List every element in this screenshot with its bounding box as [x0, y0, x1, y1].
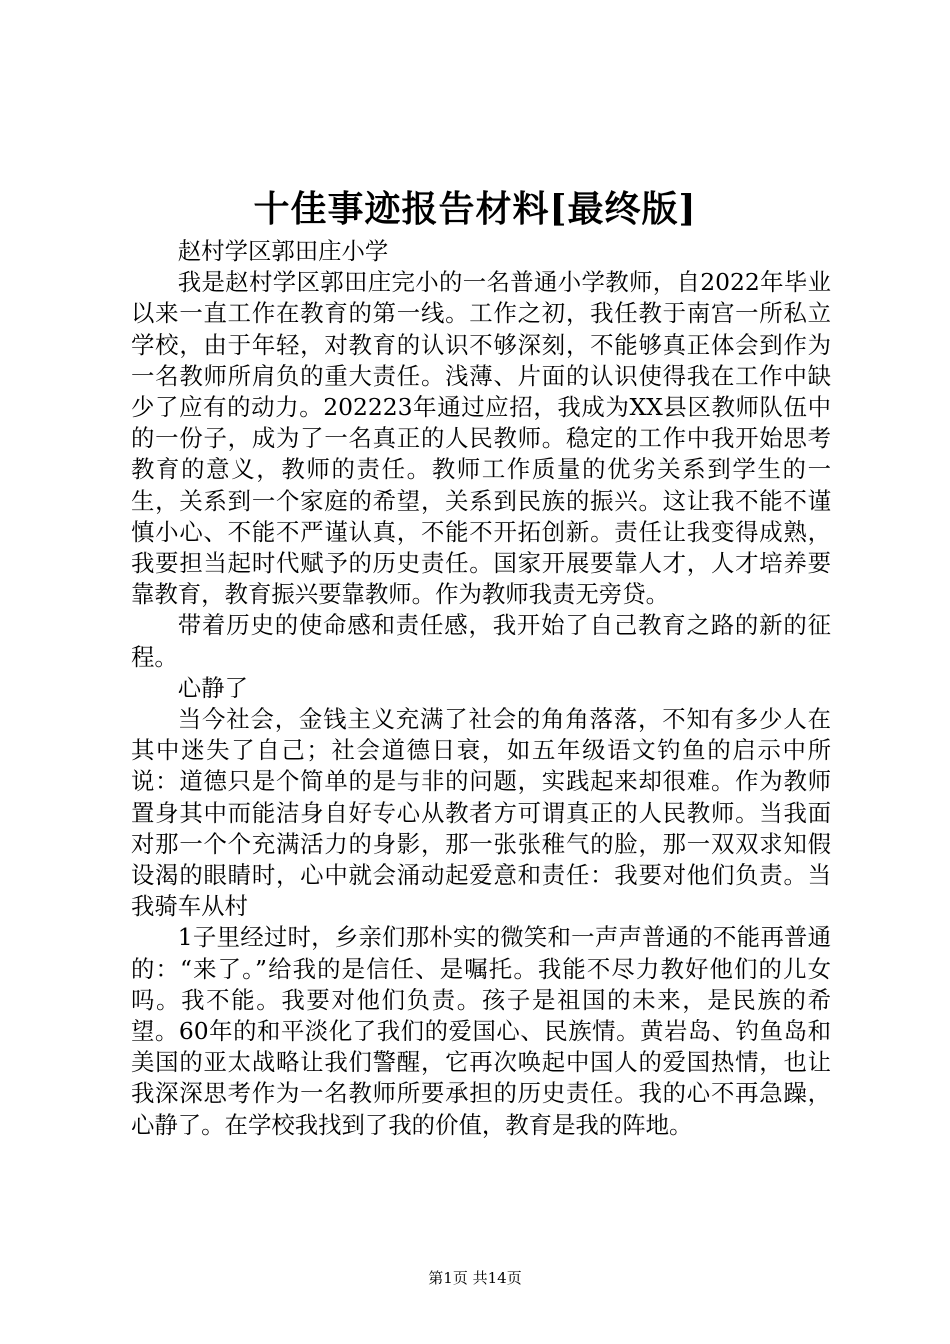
- page-footer: 第1页 共14页: [428, 1269, 522, 1287]
- paragraph-intro: 我是赵村学区郭田庄完小的一名普通小学教师，自2022年毕业以来一直工作在教育的第一线。工作之初，我任教于南宫一所私立学校，由于年轻，对教育的认识不够深刻，不能够真正体会到作为一名教师所肩负的重大责任。浅薄、片面的认识使得我在工作中缺少了应有的动力。202223年通过应招，我成为XX县区教师队伍中的一份子，成为了一名真正的人民教师。稳定的工作中我开始思考教育的意义，教师的责任。教师工作质量的优劣关系到学生的一生，关系到一个家庭的希望，关系到民族的振兴。这让我不能不谨慎小心、不能不严谨认真，不能不开拓创新。责任让我变得成熟，我要担当起时代赋予的历史责任。国家开展要靠人才，人才培养要靠教育，教育振兴要靠教师。作为教师我责无旁贷。: [131, 268, 831, 609]
- paragraph-responsibility: 1子里经过时，乡亲们那朴实的微笑和一声声普通的不能再普通的：“来了。”给我的是信任、是嘱托。我能不尽力教好他们的儿女吗。我不能。我要对他们负责。孩子是祖国的未来，是民族的希望。60年的和平淡化了我们的爱国心、民族情。黄岩岛、钓鱼岛和美国的亚太战略让我们警醒，它再次唤起中国人的爱国热情，也让我深深思考作为一名教师所要承担的历史责任。我的心不再急躁，心静了。在学校我找到了我的价值，教育是我的阵地。: [131, 923, 831, 1139]
- section-heading: 心静了: [177, 673, 248, 702]
- paragraph-society: 当今社会，金钱主义充满了社会的角角落落，不知有多少人在其中迷失了自己；社会道德日衰，如五年级语文钓鱼的启示中所说：道德只是个简单的是与非的问题，实践起来却很难。作为教师置身其中而能洁身自好专心从教者方可谓真正的人民教师。当我面对那一个个充满活力的身影，那一张张稚气的脸，那一双双求知假设渴的眼睛时，心中就会涌动起爱意和责任：我要对他们负责。当我骑车从村: [131, 705, 831, 921]
- document-body: [131, 236, 831, 1141]
- document-title: 十佳事迹报告材料[最终版]: [253, 188, 697, 230]
- paragraph-journey: 带着历史的使命感和责任感，我开始了自己教育之路的新的征程。: [131, 611, 831, 671]
- paragraph-school: 赵村学区郭田庄小学: [177, 237, 389, 265]
